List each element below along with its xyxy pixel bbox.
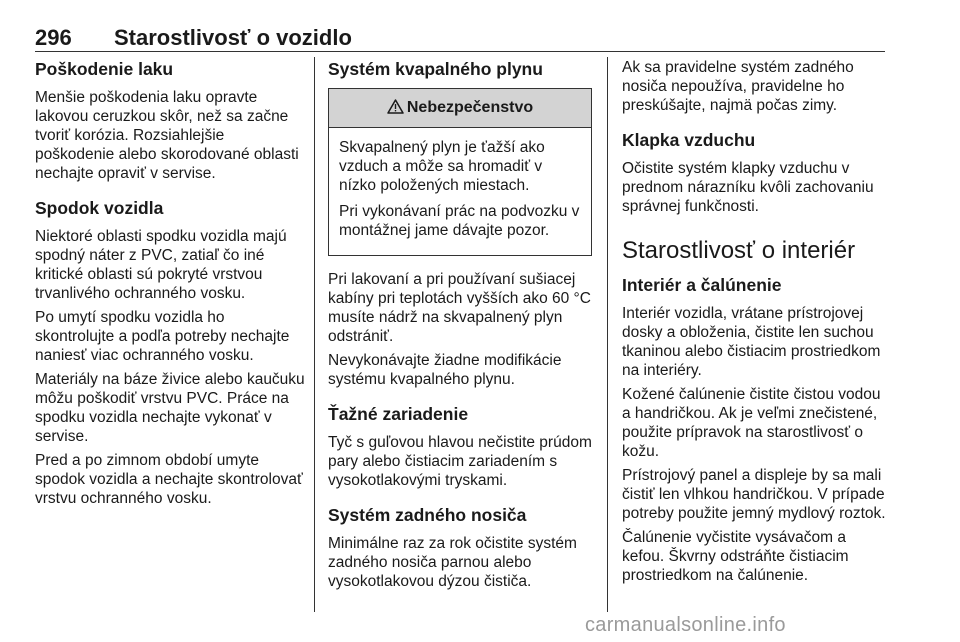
paragraph: Minimálne raz za rok očistite systém zadného nosiča parnou alebo vysokotlakovou dýzou čističa. <box>328 535 577 590</box>
column-1 <box>35 58 305 513</box>
paragraph: Interiér vozidla, vrátane prístrojovej dosky a obloženia, čistite len suchou tkaninou alebo čistiacim prostriedkom na interiéry. <box>622 305 881 379</box>
section-heading-paint-damage: Poškodenie laku <box>35 59 174 79</box>
paragraph: Menšie poškodenia laku opravte lakovou ceruzkou skôr, než sa začne tvoriť korózia. Rozsiahlejšie poškodenie alebo skorodované oblasti nechajte opraviť v servise. <box>35 89 299 182</box>
warning-triangle-icon <box>387 99 404 118</box>
watermark: carmanualsonline.info <box>585 614 786 636</box>
paragraph: Prístrojový panel a displeje by sa mali čistiť len vlhkou handričkou. V prípade potreby použite jemný mydlový roztok. <box>622 467 886 522</box>
page-title: Starostlivosť o vozidlo <box>114 25 352 50</box>
warning-body <box>329 128 591 255</box>
paragraph: Čalúnenie vyčistite vysávačom a kefou. Škvrny odstráňte čistiacim prostriedkom na čalúnenie. <box>622 529 849 584</box>
section-heading-lpg-system: Systém kvapalného plynu <box>328 59 543 79</box>
warning-paragraph: Pri vykonávaní prác na podvozku v montážnej jame dávajte pozor. <box>339 203 580 239</box>
section-heading-rear-carrier: Systém zadného nosiča <box>328 505 527 525</box>
section-heading-interior-upholstery: Interiér a čalúnenie <box>622 275 782 295</box>
paragraph: Tyč s guľovou hlavou nečistite prúdom pary alebo čistiacim zariadením s vysokotlakovými tryskami. <box>328 434 592 489</box>
paragraph: Kožené čalúnenie čistite čistou vodou a handričkou. Ak je veľmi znečistené, použite prípravok na starostlivosť o kožu. <box>622 386 881 460</box>
column-divider <box>314 57 315 612</box>
chapter-heading-interior-care: Starostlivosť o interiér <box>622 237 856 264</box>
warning-title: Nebezpečenstvo <box>406 99 534 116</box>
section-heading-air-flap: Klapka vzduchu <box>622 130 756 150</box>
paragraph: Niektoré oblasti spodku vozidla majú spodný náter z PVC, zatiaľ čo iné kritické oblasti sú pokryté vrstvou trvanlivého ochranného vosku. <box>35 228 287 302</box>
header-rule <box>35 51 885 52</box>
column-2 <box>328 58 594 596</box>
danger-warning-box <box>328 88 592 256</box>
column-3 <box>622 58 892 590</box>
page-header <box>35 24 885 56</box>
paragraph: Pri lakovaní a pri používaní sušiacej kabíny pri teplotách vyšších ako 60 °C musíte nádrž na skvapalnený plyn odstrániť. <box>328 271 591 345</box>
warning-header <box>329 89 591 128</box>
paragraph: Po umytí spodku vozidla ho skontrolujte a podľa potreby nechajte naniesť viac ochranného vosku. <box>35 309 290 364</box>
section-heading-towing-device: Ťažné zariadenie <box>328 404 469 424</box>
paragraph: Ak sa pravidelne systém zadného nosiča nepoužíva, pravidelne ho preskúšajte, najmä počas zimy. <box>622 59 854 114</box>
paragraph: Nevykonávajte žiadne modifikácie systému kvapalného plynu. <box>328 352 562 388</box>
paragraph: Pred a po zimnom období umyte spodok vozidla a nechajte skontrolovať vrstvu ochranného vosku. <box>35 452 303 507</box>
paragraph: Materiály na báze živice alebo kaučuku môžu poškodiť vrstvu PVC. Práce na spodku vozidla nechajte vykonať v servise. <box>35 371 305 445</box>
column-divider <box>607 57 608 612</box>
paragraph: Očistite systém klapky vzduchu v prednom nárazníku kvôli zachovaniu správnej funkčnosti. <box>622 160 874 215</box>
page-number: 296 <box>35 25 72 50</box>
section-heading-underbody: Spodok vozidla <box>35 198 164 218</box>
warning-paragraph: Skvapalnený plyn je ťažší ako vzduch a môže sa hromadiť v nízko položených miestach. <box>339 139 545 194</box>
